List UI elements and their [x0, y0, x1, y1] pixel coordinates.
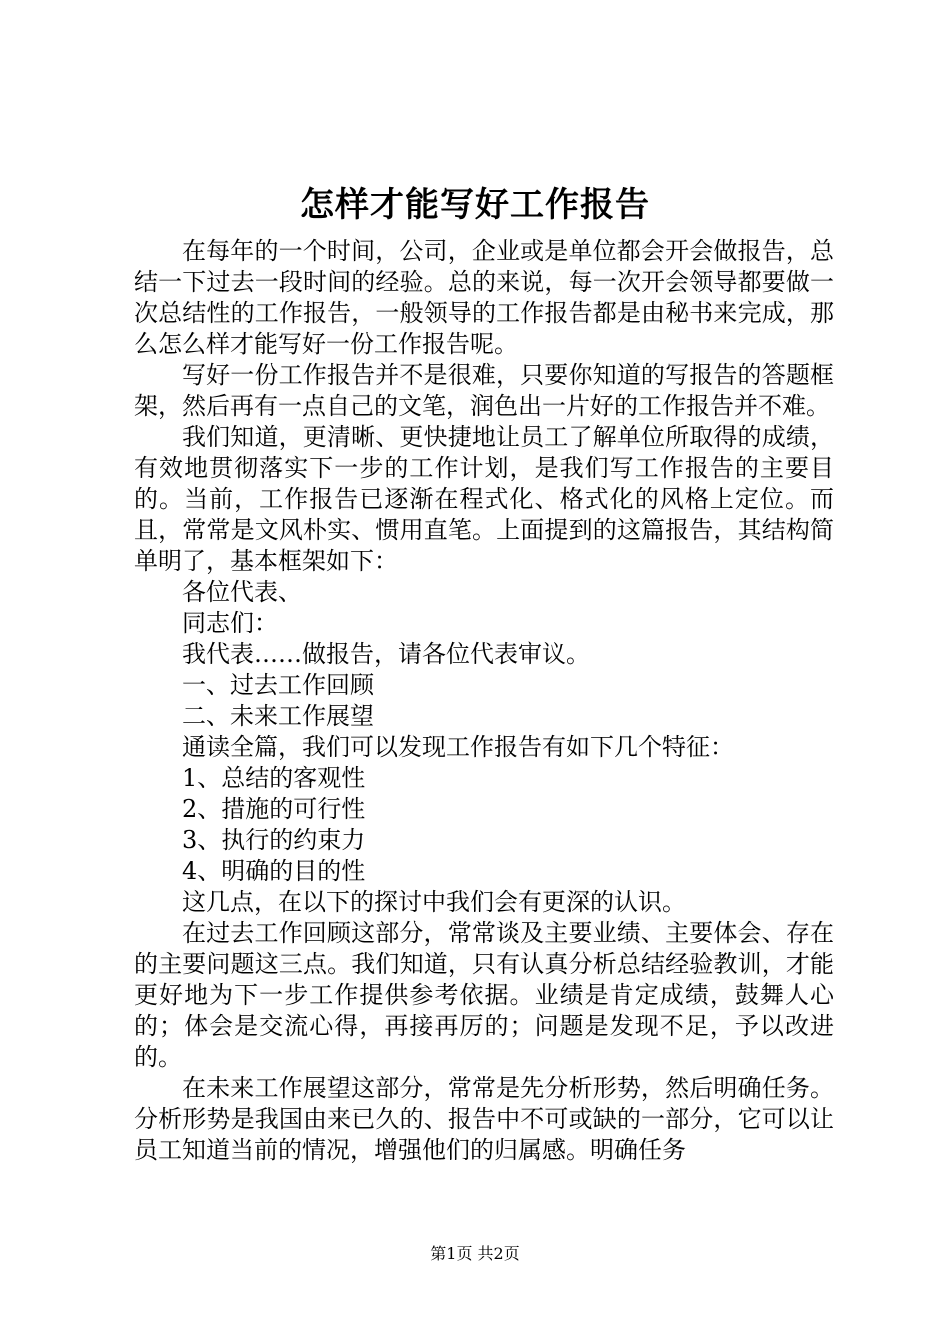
paragraph: 写好一份工作报告并不是很难，只要你知道的写报告的答题框架，然后再有一点自己的文笔，润色出一片好的工作报告并不难。 [134, 361, 834, 420]
paragraph: 一、过去工作回顾 [182, 671, 374, 699]
list-item: 3、执行的约束力 [182, 826, 366, 854]
list-item: 2、措施的可行性 [182, 795, 366, 823]
paragraph: 我代表……做报告，请各位代表审议。 [182, 640, 590, 668]
paragraph: 在过去工作回顾这部分，常常谈及主要业绩、主要体会、存在的主要问题这三点。我们知道，只有认真分析总结经验教训，才能更好地为下一步工作提供参考依据。业绩是肯定成绩，鼓舞人心的；体会是交流心得，再接再厉的；问题是发现不足，予以改进的。 [134, 919, 834, 1071]
paragraph: 同志们： [182, 609, 278, 637]
paragraph: 在未来工作展望这部分，常常是先分析形势，然后明确任务。分析形势是我国由来已久的、报告中不可或缺的一部分，它可以让员工知道当前的情况，增强他们的归属感。明确任务 [134, 1074, 834, 1164]
paragraph: 我们知道，更清晰、更快捷地让员工了解单位所取得的成绩，有效地贯彻落实下一步的工作计划，是我们写工作报告的主要目的。当前，工作报告已逐渐在程式化、格式化的风格上定位。而且，常常是文风朴实、惯用直笔。上面提到的这篇报告，其结构简单明了，基本框架如下： [134, 423, 834, 575]
paragraph: 各位代表、 [182, 578, 302, 606]
paragraph: 二、未来工作展望 [182, 702, 374, 730]
document-title: 怎样才能写好工作报告 [300, 185, 650, 225]
list-item: 4、明确的目的性 [182, 857, 366, 885]
paragraph: 这几点，在以下的探讨中我们会有更深的认识。 [182, 888, 686, 916]
list-item: 1、总结的客观性 [182, 764, 366, 792]
paragraph: 通读全篇，我们可以发现工作报告有如下几个特征： [182, 733, 734, 761]
page-footer: 第1页 共2页 [430, 1244, 520, 1263]
document-body [134, 236, 834, 1166]
paragraph: 在每年的一个时间，公司，企业或是单位都会开会做报告，总结一下过去一段时间的经验。总的来说，每一次开会领导都要做一次总结性的工作报告，一般领导的工作报告都是由秘书来完成，那么怎么样才能写好一份工作报告呢。 [134, 237, 834, 358]
